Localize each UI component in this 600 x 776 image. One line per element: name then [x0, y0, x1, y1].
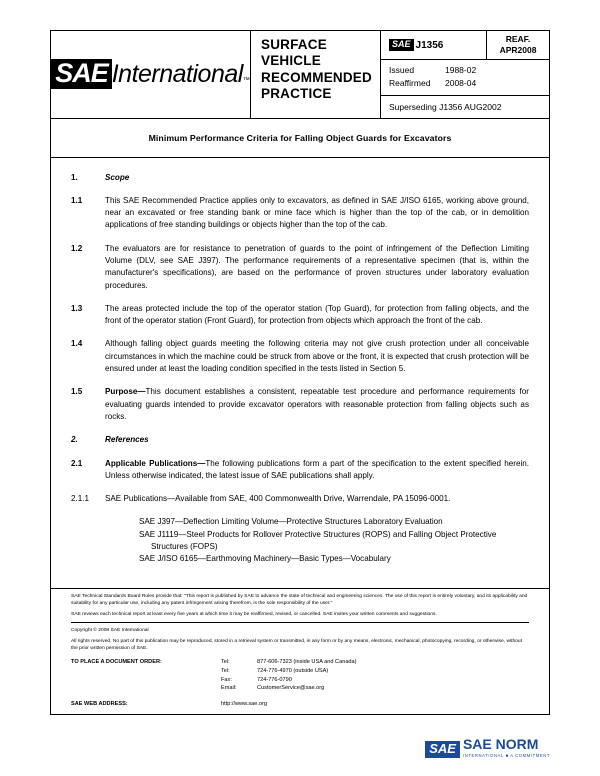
clause-text: Although falling object guards meeting the following criteria may not give crush protection under all conceivable circumstances in which the machine could be struck from above or the front, it is expected that crush protection will be ensured under at least the loading condition specified in the tests listed in Section 5.	[105, 339, 529, 374]
clause-lead-in: Purpose—	[105, 387, 146, 397]
web-address-value[interactable]: http://www.sae.org	[221, 700, 268, 707]
reference-item: SAE J1119—Steel Products for Rollover Protective Structures (ROPS) and Falling Object Protective	[139, 529, 497, 539]
web-address-block	[71, 700, 529, 708]
clause-1-5	[71, 386, 529, 423]
document-title-banner: Minimum Performance Criteria for Falling Object Guards for Excavators	[51, 119, 549, 158]
clause-number: 2.1.1	[71, 494, 90, 504]
clause-2-1	[71, 458, 529, 483]
reference-item-continuation: Structures (FOPS)	[151, 542, 218, 552]
reaffirmed-label: Reaffirmed	[389, 77, 431, 88]
clause-body: This document establishes a consistent, repeatable test procedure and performance requirements for evaluating guards intended to provide excavator operators with reasonable protection from falling objects such as rocks.	[105, 387, 529, 421]
meta-top-row	[381, 31, 549, 60]
title-line-3: RECOMMENDED	[261, 69, 372, 85]
footer-divider	[71, 622, 529, 623]
clause-1-3	[71, 303, 529, 328]
revision-label: REAF.	[505, 34, 531, 44]
clause-lead-in: Applicable Publications—	[105, 458, 206, 468]
clause-body: The following publications form a part of the specification to the extent specified herein. Unless otherwise indicated, the latest issue of SAE publications shall apply.	[105, 458, 529, 480]
sae-logo-cell	[51, 31, 251, 118]
sae-norm-brand	[425, 737, 550, 758]
sae-brand-text: SAE NORM	[462, 736, 539, 753]
document-number-box	[381, 31, 487, 59]
section-number: 2.	[71, 435, 78, 445]
clause-1-2	[71, 243, 529, 292]
section-title: Scope	[105, 172, 130, 182]
masthead	[51, 31, 549, 119]
clause-number: 1.4	[71, 339, 83, 349]
clause-number: 1.3	[71, 303, 83, 313]
trademark-symbol: ™	[242, 77, 250, 85]
sae-logo-word: International	[111, 60, 243, 89]
order-label-tel-2: Tel:	[221, 667, 230, 674]
title-line-2: VEHICLE	[261, 53, 321, 69]
revision-badge	[487, 31, 549, 59]
order-contact-values	[257, 658, 529, 693]
document-number: J1356	[415, 39, 444, 51]
sae-logo	[51, 59, 250, 89]
issued-value: 1988-02	[445, 65, 477, 75]
issued-row	[389, 64, 549, 77]
clause-text: SAE Publications—Available from SAE, 400 Commonwealth Drive, Warrendale, PA 15096-0001.	[105, 494, 451, 504]
sae-logo-mark: SAE	[51, 59, 112, 89]
title-line-4: PRACTICE	[261, 86, 332, 102]
reference-list	[139, 516, 529, 565]
document-type-title	[251, 31, 381, 118]
revision-date: APR2008	[499, 44, 537, 55]
section-number: 1.	[71, 172, 78, 182]
title-line-1: SURFACE	[261, 37, 327, 52]
reference-item: SAE J397—Deflection Limiting Volume—Protective Structures Laboratory Evaluation	[139, 517, 443, 527]
issued-label: Issued	[389, 65, 415, 75]
supersedes-row: Superseding J1356 AUG2002	[389, 101, 502, 112]
copyright-line: Copyright © 2008 SAE International	[71, 627, 149, 633]
meta-dates	[381, 60, 549, 96]
order-contact-labels	[221, 658, 257, 693]
clause-number: 2.1	[71, 458, 83, 468]
rights-reserved-note: All rights reserved. No part of this publication may be reproduced, stored in a retrieval system or transmitted, in any form or by any means, electronic, mechanical, photocopying, recording, or otherwise, without the prior written permission of SAE.	[71, 639, 522, 652]
clause-1-4	[71, 338, 529, 375]
clause-text: This SAE Recommended Practice applies only to excavators, as defined in SAE J/ISO 6165, working above ground, near an excavated or free standing bank or mine face which is higher than the top of the cab, or in demolition applications of free standing buildings or objects higher than the top of the cab.	[105, 195, 529, 230]
section-heading-references	[71, 434, 529, 446]
sae-brand-subtext: INTERNATIONAL ■ A COMMITMENT	[462, 753, 550, 758]
order-value-email[interactable]: CustomerService@sae.org	[257, 685, 325, 692]
reaffirmed-row	[389, 77, 549, 90]
standard-sheet	[50, 30, 550, 715]
section-heading-scope	[71, 172, 529, 184]
clause-text	[105, 386, 529, 423]
reference-item: SAE J/ISO 6165—Earthmoving Machinery—Basic Types—Vocabulary	[139, 554, 391, 564]
standards-board-rules-note: SAE Technical Standards Board Rules provide that: "This report is published by SAE to advance the state of technical and engineering sciences. The use of this report is entirely voluntary, and its applicability and suitability for any particular use, including any patent infringement arising therefrom, is the sole responsibility of the user."	[71, 593, 528, 606]
clause-text: The evaluators are for resistance to penetration of guards to the point of infringement of the Deflection Limiting Volume (DLV, see SAE J397). The performance requirements of a representative specimen (that is, within the manufacturer's specifications), are based on the performance of proven structures under laboratory evaluation procedures.	[105, 243, 529, 290]
document-meta	[381, 31, 549, 118]
web-address-label: SAE WEB ADDRESS:	[71, 700, 128, 707]
order-value-fax: 724-776-0790	[257, 676, 292, 683]
reaffirmed-value: 2008-04	[445, 77, 477, 88]
clause-1-1	[71, 195, 529, 232]
order-label-fax: Fax:	[221, 676, 232, 683]
sae-small-mark: SAE	[389, 39, 414, 50]
clause-number: 1.2	[71, 243, 83, 253]
order-label-email: Email:	[221, 685, 237, 692]
order-value-tel-1: 877-606-7323 (inside USA and Canada)	[257, 659, 357, 666]
order-block	[71, 658, 529, 693]
section-title: References	[105, 435, 149, 445]
clause-2-1-1	[71, 493, 529, 505]
order-value-tel-2: 724-776-4970 (outside USA)	[257, 667, 329, 674]
sae-brand-mark: SAE	[425, 741, 460, 758]
clause-text	[105, 458, 529, 483]
clause-text: The areas protected include the top of the operator station (Top Guard), for protection from falling objects, and the front of the operator station (Front Guard), for protection from objects which approach the front of the cab.	[105, 303, 529, 326]
document-body	[51, 158, 549, 580]
order-label-tel-1: Tel:	[221, 659, 230, 666]
review-note: SAE reviews each technical report at least every five years at which time it may be reaffirmed, revised, or cancelled. SAE invites your written comments and suggestions.	[71, 611, 437, 617]
clause-number: 1.5	[71, 387, 83, 397]
clause-number: 1.1	[71, 195, 83, 205]
order-label: TO PLACE A DOCUMENT ORDER:	[71, 659, 162, 666]
document-footer	[51, 588, 549, 714]
